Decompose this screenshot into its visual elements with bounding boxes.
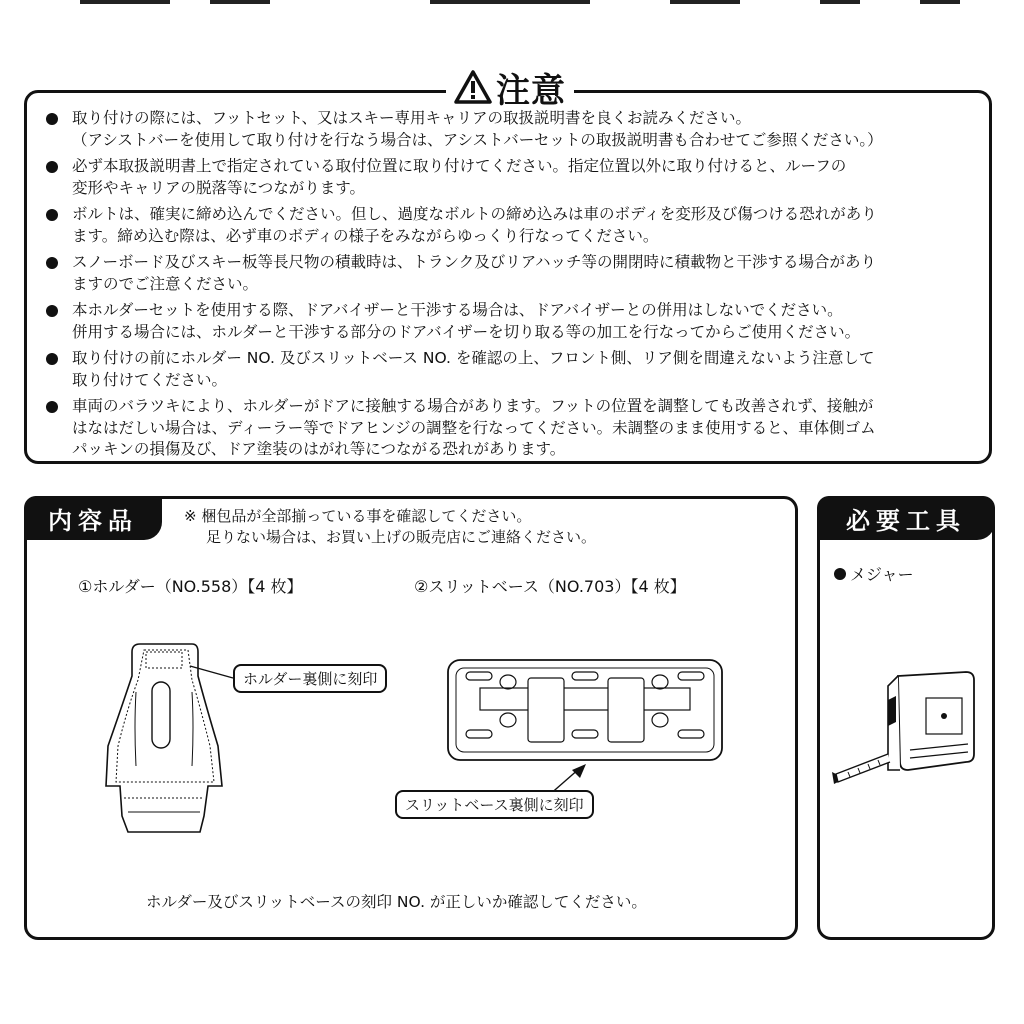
caution-item: 必ず本取扱説明書上で指定されている取付位置に取り付けてください。指定位置以外に取り付けると、ルーフの 変形やキャリアの脱落等につながります。 [44,156,984,199]
caution-item: 取り付けの前にホルダー NO. 及びスリットベース NO. を確認の上、フロント側、リア側を間違えないよう注意して 取り付けてください。 [44,348,984,391]
tool-item [834,562,914,585]
confirm-note: ホルダー及びスリットベースの刻印 NO. が正しいか確認してください。 [146,893,647,911]
contents-note: ※ 梱包品が全部揃っている事を確認してください。 足りない場合は、お買い上げの販売店にご連絡ください。 [184,507,597,546]
tape-measure-drawing [828,666,978,800]
caution-item: 本ホルダーセットを使用する際、ドアバイザーと干渉する場合は、ドアバイザーとの併用はしないでください。 併用する場合には、ホルダーと干渉する部分のドアバイザーを切り取る等の加工を行なってからご使用ください。 [44,300,984,343]
contents-heading: 内容品 [24,496,162,540]
item-slit-base-label: ②スリットベース（NO.703）【4 枚】 [414,577,686,596]
slit-base-stamp-callout: スリットベース裏側に刻印 [395,790,594,819]
bullet-icon [834,568,846,580]
holder-stamp-callout: ホルダー裏側に刻印 [233,664,387,693]
caution-item: 取り付けの際には、フットセット、又はスキー専用キャリアの取扱説明書を良くお読みください。 （アシストバーを使用して取り付けを行なう場合は、アシストバーセットの取扱説明書も合わせてご参照ください。） [44,108,984,151]
caution-item: ボルトは、確実に締め込んでください。但し、過度なボルトの締め込みは車のボディを変形及び傷つける恐れがあり ます。締め込む際は、必ず車のボディの様子をみながらゆっくり行なってください。 [44,204,984,247]
caution-item: スノーボード及びスキー板等長尺物の積載時は、トランク及びリアハッチ等の開閉時に積載物と干渉する場合があり ますのでご注意ください。 [44,252,984,295]
tools-heading: 必要工具 [817,496,995,540]
caution-title: 注意 [496,70,566,111]
item-holder-label: ①ホルダー（NO.558）【4 枚】 [78,577,303,596]
caution-item: 車両のバラツキにより、ホルダーがドアに接触する場合があります。フットの位置を調整しても改善されず、接触が はなはだしい場合は、ディーラー等でドアヒンジの調整を行なってください。未調整のまま使用すると、車体側ゴム パッキンの損傷及び、ドア塗装のはがれ等につながる恐れがあります。 [44,396,984,461]
tool-item-label: メジャー [850,565,914,584]
